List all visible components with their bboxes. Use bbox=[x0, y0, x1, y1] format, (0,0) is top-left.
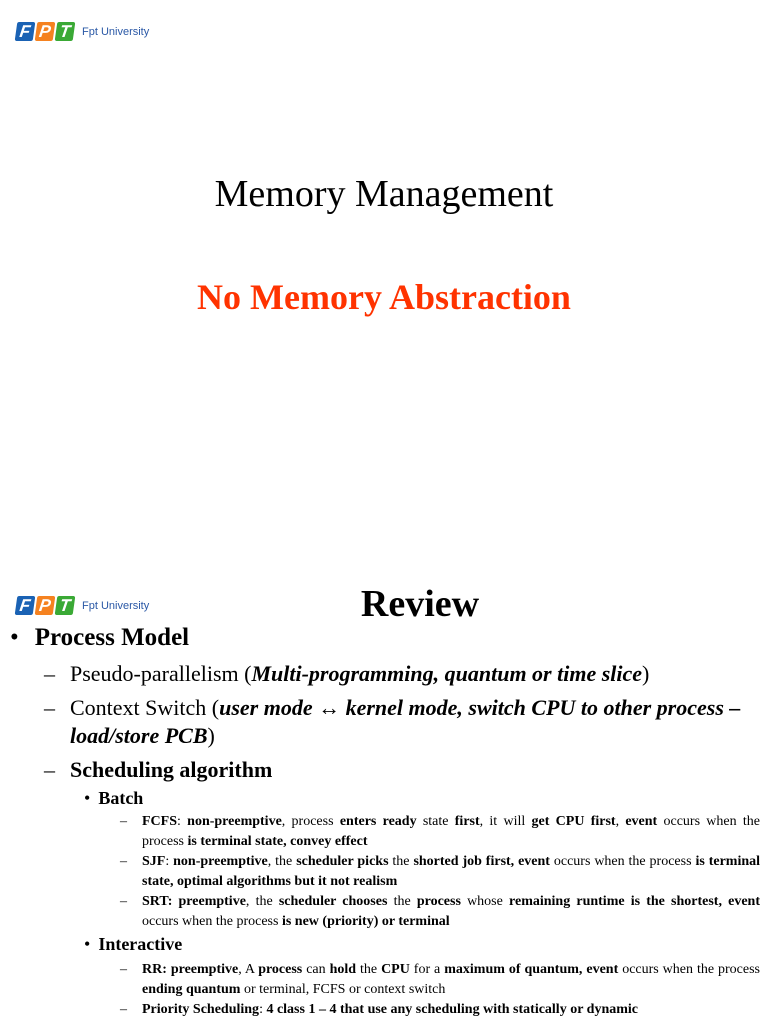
text: for a bbox=[409, 962, 445, 977]
logo-text: Fpt University bbox=[82, 599, 150, 612]
text: , the bbox=[245, 894, 279, 909]
text: can bbox=[302, 962, 330, 977]
item-pseudo-parallelism bbox=[44, 660, 760, 688]
text: FCFS bbox=[142, 814, 177, 829]
slide-subtitle: No Memory Abstraction bbox=[197, 277, 571, 317]
dash-icon: – bbox=[120, 1002, 127, 1017]
text: remaining runtime is the shortest, event bbox=[509, 894, 761, 909]
dash-icon: – bbox=[120, 962, 127, 977]
text: Priority Scheduling bbox=[142, 1002, 260, 1017]
slide-title: Review bbox=[360, 583, 480, 625]
fpt-university-logo bbox=[16, 596, 149, 615]
text: RR: preemptive bbox=[142, 962, 239, 977]
logo-letter-p: P bbox=[35, 22, 56, 41]
text: the bbox=[387, 894, 417, 909]
dash-icon: – bbox=[120, 854, 127, 869]
text: first bbox=[454, 814, 480, 829]
text: the bbox=[388, 854, 414, 869]
text: hold bbox=[329, 962, 357, 977]
logo-letter-t: T bbox=[55, 22, 76, 41]
text: SRT: preemptive bbox=[142, 894, 246, 909]
text: , bbox=[615, 814, 626, 829]
text: is new (priority) or terminal bbox=[281, 914, 450, 929]
fpt-university-logo bbox=[16, 22, 149, 41]
bullet-label: Process Model bbox=[34, 624, 190, 651]
dash-icon: – bbox=[120, 814, 127, 829]
text: non-preemptive bbox=[187, 814, 282, 829]
text: , the bbox=[267, 854, 297, 869]
logo-letter-t: T bbox=[55, 596, 76, 615]
text: whose bbox=[460, 894, 510, 909]
dash-icon: – bbox=[44, 695, 55, 720]
dash-icon: – bbox=[44, 757, 55, 782]
item-sjf bbox=[120, 852, 760, 892]
text: process bbox=[416, 894, 461, 909]
text: ) bbox=[642, 661, 650, 686]
item-priority-scheduling bbox=[120, 1000, 760, 1020]
text: is terminal state, convey effect bbox=[187, 834, 368, 849]
item-fcfs bbox=[120, 812, 760, 852]
dash-icon: – bbox=[120, 894, 127, 909]
text: scheduler picks bbox=[296, 854, 389, 869]
bullet-label: Batch bbox=[98, 788, 144, 808]
bullet-process-model bbox=[10, 624, 189, 652]
text: , process bbox=[281, 814, 340, 829]
text: ending quantum bbox=[142, 982, 241, 997]
text: scheduler chooses bbox=[278, 894, 388, 909]
text: shorted job first, event bbox=[413, 854, 550, 869]
text: the bbox=[356, 962, 382, 977]
text: , A bbox=[238, 962, 259, 977]
bullet-batch bbox=[84, 788, 143, 809]
text: non-preemptive bbox=[173, 854, 268, 869]
text: SJF bbox=[142, 854, 166, 869]
double-arrow-icon: ↔ bbox=[318, 695, 341, 720]
item-context-switch bbox=[44, 694, 760, 748]
item-scheduling-algorithm bbox=[44, 756, 760, 784]
text: : bbox=[177, 814, 188, 829]
text-emphasis: user mode bbox=[219, 695, 319, 720]
text: Context Switch ( bbox=[70, 695, 220, 720]
bullet-icon: • bbox=[10, 624, 19, 651]
review-slide bbox=[0, 576, 768, 1024]
text: state bbox=[416, 814, 455, 829]
dash-icon: – bbox=[44, 661, 55, 686]
text: : bbox=[259, 1002, 267, 1017]
logo-letter-f: F bbox=[15, 22, 36, 41]
text-emphasis: Multi-programming, quantum or time slice bbox=[251, 661, 643, 686]
text: process bbox=[258, 962, 303, 977]
text: 4 class 1 – 4 that use any scheduling with statically or dynamic bbox=[266, 1002, 638, 1017]
item-label: Scheduling algorithm bbox=[70, 757, 273, 782]
text: get CPU first bbox=[531, 814, 616, 829]
bullet-icon: • bbox=[84, 934, 91, 954]
text-emphasis: kernel mode, switch CPU to other process – load/store PCB bbox=[70, 695, 741, 748]
bullet-icon: • bbox=[84, 788, 91, 808]
text: occurs when the process bbox=[142, 914, 282, 929]
logo-letter-f: F bbox=[15, 596, 36, 615]
bullet-interactive bbox=[84, 934, 182, 955]
text: Pseudo-parallelism ( bbox=[70, 661, 252, 686]
logo-text: Fpt University bbox=[82, 25, 150, 38]
text: CPU bbox=[381, 962, 410, 977]
text: enters ready bbox=[339, 814, 417, 829]
item-rr bbox=[120, 960, 760, 1000]
text: event bbox=[625, 814, 658, 829]
slide-title: Memory Management bbox=[214, 173, 554, 215]
text: occurs when the process bbox=[142, 814, 760, 849]
text: or terminal, FCFS or context switch bbox=[240, 982, 446, 997]
text: occurs when the process bbox=[618, 962, 760, 977]
logo-letter-p: P bbox=[35, 596, 56, 615]
text: ) bbox=[207, 723, 215, 748]
bullet-label: Interactive bbox=[98, 934, 183, 954]
item-srt bbox=[120, 892, 760, 932]
text: : bbox=[165, 854, 174, 869]
text: maximum of quantum, event bbox=[444, 962, 619, 977]
text: occurs when the process bbox=[549, 854, 696, 869]
text: , it will bbox=[479, 814, 532, 829]
text: is terminal state, optimal algorithms but it not realism bbox=[142, 854, 761, 889]
